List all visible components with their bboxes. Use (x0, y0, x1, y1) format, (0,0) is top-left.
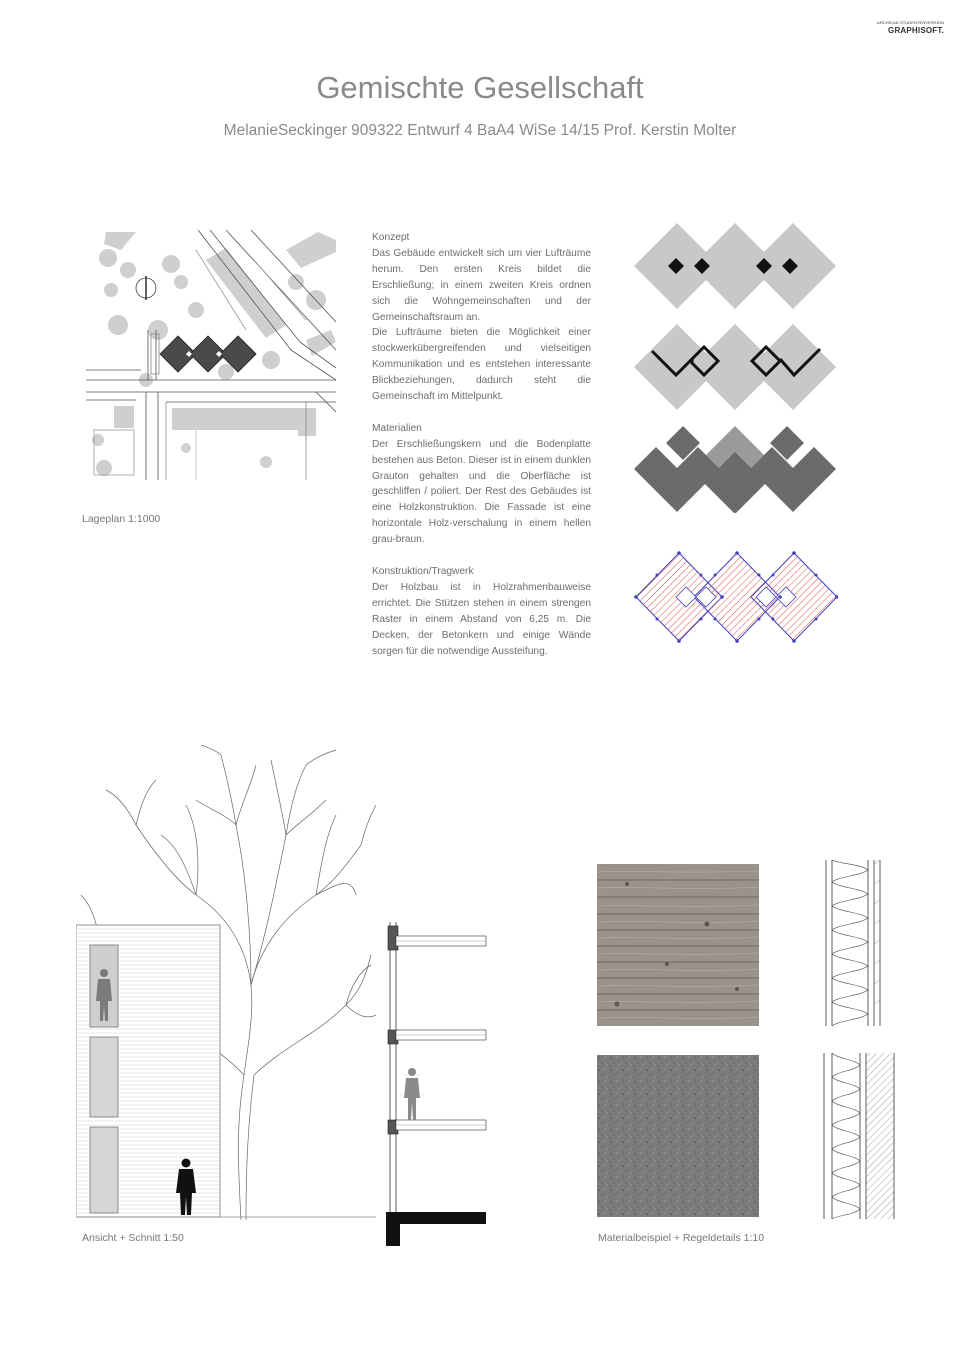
archicad-watermark (852, 20, 944, 35)
structure-grid-diagram (634, 550, 838, 644)
concept-diagram-units (634, 425, 836, 513)
wood-material-sample (597, 864, 759, 1026)
konzept-paragraph-1: Das Gebäude entwickelt sich um vier Lufträume herum. Den ersten Kreis bildet die Erschließung; in einem zweiten Kreis ordnen sich die Wohngemeinschaften und der Gemeinschaftsraum an. (372, 247, 591, 323)
wall-detail-concrete (820, 1053, 900, 1219)
materialien-paragraph: Der Erschließungskern und die Bodenplatte bestehen aus Beton. Dieser ist in einem dunklen Grauton gehalten und die Oberfläche ist geschliffen / poliert. Der Rest des Gebäudes ist eine Holzkonstruktion. Die Fassade ist eine horizontale Holz-verschalung in einem hellen grau-braun. (372, 438, 591, 546)
watermark-line1: ARCHICAD STUDENTENVERSION (877, 20, 944, 25)
materials-caption: Materialbeispiel + Regeldetails 1:10 (598, 1232, 765, 1244)
konzept-heading: Konzept (372, 232, 410, 243)
concept-diagram-void-spaces (634, 222, 836, 310)
site-plan (86, 230, 336, 480)
elevation-caption: Ansicht + Schnitt 1:50 (82, 1232, 184, 1244)
materialien-heading: Materialien (372, 422, 422, 434)
page-subtitle: MelanieSeckinger 909322 Entwurf 4 BaA4 WiSe 14/15 Prof. Kerstin Molter (223, 122, 737, 139)
section-drawing (384, 922, 488, 1248)
watermark-line2: GRAPHISOFT. (888, 26, 944, 35)
elevation-drawing (76, 745, 376, 1225)
text-column (372, 230, 591, 675)
section-konzept (372, 230, 591, 405)
page-title: Gemischte Gesellschaft (316, 70, 644, 105)
concrete-material-sample (597, 1055, 759, 1217)
konstruktion-heading: Konstruktion/Tragwerk (372, 566, 474, 577)
site-plan-caption: Lageplan 1:1000 (82, 513, 161, 525)
wall-detail-insulation (820, 860, 892, 1026)
section-konstruktion (372, 564, 591, 659)
section-materialien (372, 421, 591, 548)
konzept-paragraph-2: Die Lufträume bieten die Möglichkeit einer stockwerkübergreifenden und vielseitigen Kommunikation und es entstehen interessante Blickbeziehungen, dadurch steht die Gemeinschaft im Mittelpunkt. (372, 327, 591, 403)
konstruktion-paragraph: Der Holzbau ist in Holzrahmenbauweise errichtet. Die Stützen stehen in einem strengen Raster in einem Abstand von 6,25 m. Die Decken, der Betonkern und einige Wände sorgen für die notwendige Aussteifung. (372, 581, 591, 657)
concept-diagram-circulation (634, 323, 836, 411)
facade-elevation (76, 925, 376, 1217)
